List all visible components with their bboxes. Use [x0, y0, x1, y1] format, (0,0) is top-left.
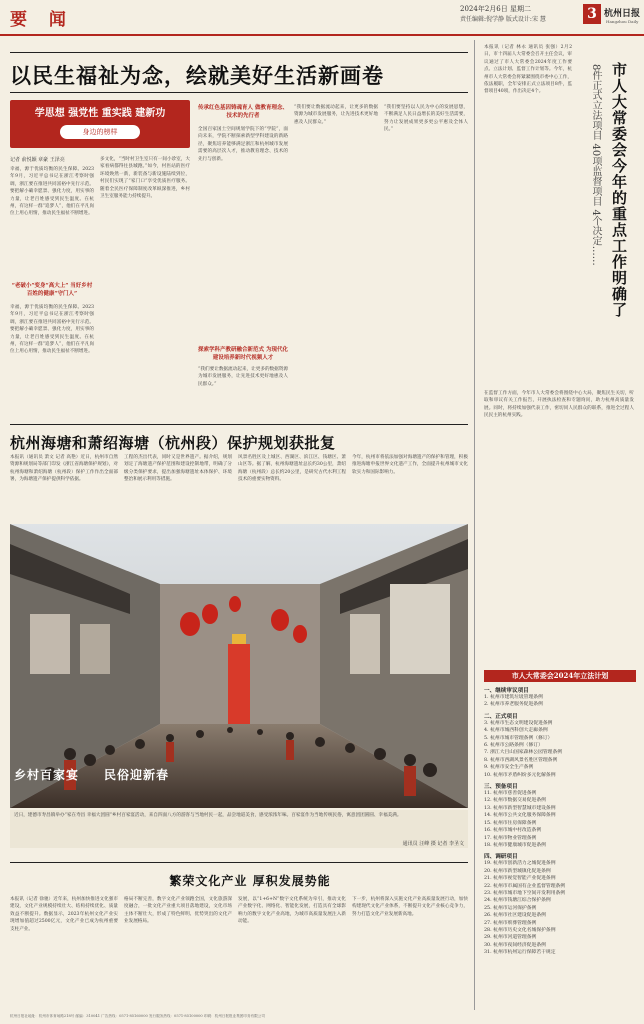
lead-byline: 记者 俞悦颖 章豪 王泽亮: [10, 157, 65, 163]
legislation-item: 26. 杭州市社区建设促进条例: [484, 913, 546, 919]
legislation-item: 28. 杭州市历史文化名城保护条例: [484, 927, 556, 933]
third-col-3: 发展，以“1+6+N”数字文化系统为牵引，推动文化产业数字化、网络化、智能化发展，打造具有全球影响力的数字文化产业高地，为城市高质量发展注入新动能。: [238, 897, 346, 925]
photo-title-2: 民俗迎新春: [104, 768, 170, 782]
legislation-item: 8. 杭州市西湖风景名胜区管理条例: [484, 757, 558, 763]
legislation-item: 2. 杭州市养老服务促进条例: [484, 702, 543, 708]
section-title: 要 闻: [10, 10, 74, 30]
legislation-item: 23. 杭州市城市地下空间开发利用条例: [484, 890, 566, 896]
right-headline: 市人大常委会今年的重点工作明确了: [610, 62, 628, 318]
legislation-item: 11. 杭州市慈善促进条例: [484, 791, 537, 797]
legislation-item: 24. 杭州市钱塘江综合保护条例: [484, 898, 551, 904]
photo-credit: 通讯员 汪峰 摄 记者 李圣文: [402, 841, 464, 847]
legislation-section-heading: 二、正式项目: [484, 713, 518, 720]
lead-col-3b: “我们要让数据流动起来，让更多的数据资源为城市发展服务，让先进技术更好地惠及人民群众。”: [198, 367, 288, 387]
legislation-item: 27. 杭州市殡葬管理条例: [484, 920, 537, 926]
legislation-item: 14. 杭州市公共文化服务保障条例: [484, 813, 556, 819]
legislation-list: [484, 686, 636, 1012]
third-top-rule: [10, 862, 468, 863]
legislation-item: 3. 杭州市生态文明建设促进条例: [484, 720, 553, 726]
lead-top-rule: [10, 52, 468, 53]
legislation-item: 5. 杭州市城市管理条例（修订）: [484, 735, 553, 741]
legislation-item: 4. 杭州市城西科创大走廊条例: [484, 728, 548, 734]
lead-col-4: “我们要让数据流动起来，让更多的数据资源为城市发展服务，让先进技术更好地惠及人民群众。”: [294, 105, 378, 125]
lead-badge-sub: 身边的榜样: [60, 125, 140, 139]
second-col-4: 今年，杭州市将依法加强对海塘遗产的保护和管理，积极推进海塘申报世界文化遗产工作，全面提升杭州城市文化软实力和国际影响力。: [352, 455, 468, 475]
second-col-2: 工程的杰出代表，同时又是世界遗产。据介绍，规划划定了海塘遗产保护范围和建设控制地带，明确了分级分类保护要求，提出加强海塘遗址本体保护、环境整治和展示利用等措施。: [124, 455, 232, 483]
newspaper-logo-en: Hangzhou Daily: [606, 19, 639, 24]
third-col-4: 下一步，杭州将深入实施文化产业高质量发展行动，加快构建现代文化产业体系，不断提升文化产业核心竞争力，努力打造文化产业发展新高地。: [352, 897, 468, 917]
page-footer: 杭州日报社地址：杭州市体育场路218号 邮编：310041 广告热线：0571-85160000 发行服务热线：0571-85100000 印刷：杭州日报报业集团印务有限公司: [10, 1014, 265, 1018]
lead-col-1: 幸福，源于优质均衡的民生保障。2023年9月，习近平总书记在浙江考察时强调，浙江要在推进共同富裕中先行示范。要把解小确幸愿景、强化力度，用实事的力量，让老百姓感受到民生温度。在杭州，有这样一群“追梦人”，他们在平凡岗位上用心用情，推动民生福祉不断增进。: [10, 167, 94, 217]
legislation-item: 30. 杭州市夜间经济促进条例: [484, 942, 546, 948]
legislation-item: 17. 杭州市物业管理条例: [484, 835, 537, 841]
legislation-item: 6. 杭州市公路条例（修订）: [484, 743, 543, 749]
right-col-2: 在监督工作方面，今年市人大常委会将围绕中心大局，聚焦民生关切，听取和审议有关工作报告，开展执法检查和专题询问，助力杭州高质量发展。同时，将持续加强代表工作，密切同人民群众的联系，推进全过程人民民主的杭州实践。: [484, 391, 634, 419]
legislation-item: 25. 杭州市运河保护条例: [484, 905, 537, 911]
legislation-item: 1. 杭州市建筑垃圾管理条例: [484, 695, 543, 700]
lead-subhead-1: “老破小”变身“高大上” 当好乡村百姓的健康“守门人”: [11, 283, 93, 297]
page-number: 3: [583, 4, 601, 24]
lead-headline: 以民生福祉为念，绘就美好生活新画卷: [10, 63, 384, 88]
legislation-item: 15. 杭州市住房保障条例: [484, 820, 537, 826]
legislation-item: 18. 杭州市健康城市促进条例: [484, 842, 546, 848]
legislation-item: 12. 杭州市数据交易促进条例: [484, 798, 546, 804]
legislation-item: 16. 杭州市城中村改造条例: [484, 828, 542, 834]
legislation-item: 13. 杭州市新型智慧城市建设条例: [484, 805, 556, 811]
column-divider: [474, 40, 475, 1010]
page-header: [0, 0, 644, 36]
lead-badge-title: 学思想 强党性 重实践 建新功: [34, 108, 166, 119]
legislation-item: 20. 杭州市新型城镇化促进条例: [484, 868, 551, 874]
lead-col-2: 多文化，“当时村卫生室只有一间小诊室，大家看病都得往县城跑。”如今，村医站的医疗环境焕然一新，新装备与新设施陆续到位，村民们实现了“家门口”享受优质医疗服务。随着全民医疗保障制度改革纵深推进，乡村卫生室服务能力持续提升。: [100, 157, 190, 200]
lead-col-5: “我们要坚持以人民为中心的发展思想，不断满足人民日益增长的美好生活需要，努力让发展成果更多更公平惠及全体人民。”: [384, 105, 468, 133]
legislation-item: 29. 杭州市河道管理条例: [484, 935, 537, 941]
third-col-2: 格局不断完善，数字文化产业领跑全国，文化旅游深度融合，一批文化产业重大项目落地建设，文化市场主体不断壮大，形成了特色鲜明、优势突出的文化产业发展格局。: [124, 897, 232, 925]
second-col-1: 本报讯（通讯员 萧文 记者 高艳）近日，杭州市自然资源和规划局等部门印发《浙江省海塘保护规划》，对杭州海塘和萧绍海塘（杭州段）保护工作作出全面部署，为海塘遗产保护提供科学依据。: [10, 455, 118, 483]
legislation-item: 10. 杭州市矛盾纠纷多元化解条例: [484, 772, 556, 778]
legislation-item: 21. 杭州市视觉智能产业促进条例: [484, 876, 556, 882]
lead-col-1b: 幸福，源于优质均衡的民生保障。2023年9月，习近平总书记在浙江考察时强调，浙江要在推进共同富裕中先行示范。要把解小确幸愿景、强化力度，用实事的力量，让老百姓感受到民生温度。在杭州，有这样一群“追梦人”，他们在平凡岗位上用心用情，推动民生福祉不断增进。: [10, 305, 94, 355]
second-top-rule: [10, 424, 468, 425]
editors-line: 责任编辑:倪学静 版式设计:宋 慧: [460, 16, 546, 23]
legislation-item: 9. 杭州市安全生产条例: [484, 765, 534, 771]
lead-bottom-rule: [10, 92, 468, 93]
second-col-3: 风景名胜区及上城区、西湖区、滨江区、钱塘区、萧山区等。据了解，杭州海塘遗址总长约30公里，萧绍海塘（杭州段）总长约20公里，是研究古代水利工程技术的重要实物资料。: [238, 455, 346, 483]
right-col-1: 本报讯（记者 林永 通讯员 张强）2月2日，市十四届人大常委会召开主任会议，审议通过了市人大常委会2024年度工作要点、立法计划、监督工作计划等。今年，杭州市人大常委会将紧紧围绕市委中心工作，依法履职，全年安排正式立法项目8件，监督项目40项，作出决定4个。: [484, 45, 572, 95]
lead-subhead-3: 探索学科产教研融合新范式 为现代化建设培养新时代视频人才: [198, 347, 288, 361]
lead-subhead-2: 传承红色基因铸魂育人 做教育理念、技术的先行者: [198, 105, 288, 119]
lead-col-3: 全国百家国土空间规划学院下的“学院”，面向未来，学院不断探索新型学科建设的新路径，聚焦培养能够满足浙江和杭州城市发展需要的高层次人才，推动教育理念、技术的先行与创新。: [198, 127, 288, 162]
photo-title-1: 乡村百家宴: [14, 768, 80, 782]
right-subhead: 8件正式立法项目 40项监督项目 4个决定……: [590, 64, 601, 266]
issue-date: 2024年2月6日 星期二: [460, 5, 531, 13]
legislation-item: 31. 杭州市杭州运行保障若干规定: [484, 950, 556, 956]
third-col-1: 本报讯（记者 徐驰）近年来，杭州加快推进文化强市建设，文化产业规模持续壮大、结构持续优化、质量效益不断提升。数据显示，2023年杭州文化产业实现增加值超过2500亿元，文化产业已成为杭州重要支柱产业。: [10, 897, 118, 932]
legislation-section-heading: 三、预备项目: [484, 784, 518, 791]
third-headline: 繁荣文化产业 厚积发展势能: [169, 874, 331, 888]
legislation-item: 19. 杭州市创新活力之城促进条例: [484, 861, 556, 867]
legislation-list-title: 市人大常委会2024年立法计划: [484, 670, 636, 682]
legislation-item: 22. 杭州市市属国有企业监督管理条例: [484, 883, 566, 889]
legislation-section-heading: 四、调研项目: [484, 854, 518, 861]
legislation-section-heading: 一、继续审议项目: [484, 688, 529, 694]
newspaper-logo: 杭州日报: [604, 9, 641, 19]
legislation-item: 7. 浙江大目山国家森林公园管理条例: [484, 750, 563, 756]
photo-caption: 近日，建德市寿昌镇举办“家在寿昌 幸福大团圆”乡村百家宴活动，来自四面八方的游客与当地村民一起，品尝地道美食，感受浓浓年味。百家宴作为当地传统民俗，寓意团团圆圆、幸福美满。: [14, 813, 402, 818]
second-headline: 杭州海塘和萧绍海塘（杭州段）保护规划获批复: [10, 434, 336, 452]
